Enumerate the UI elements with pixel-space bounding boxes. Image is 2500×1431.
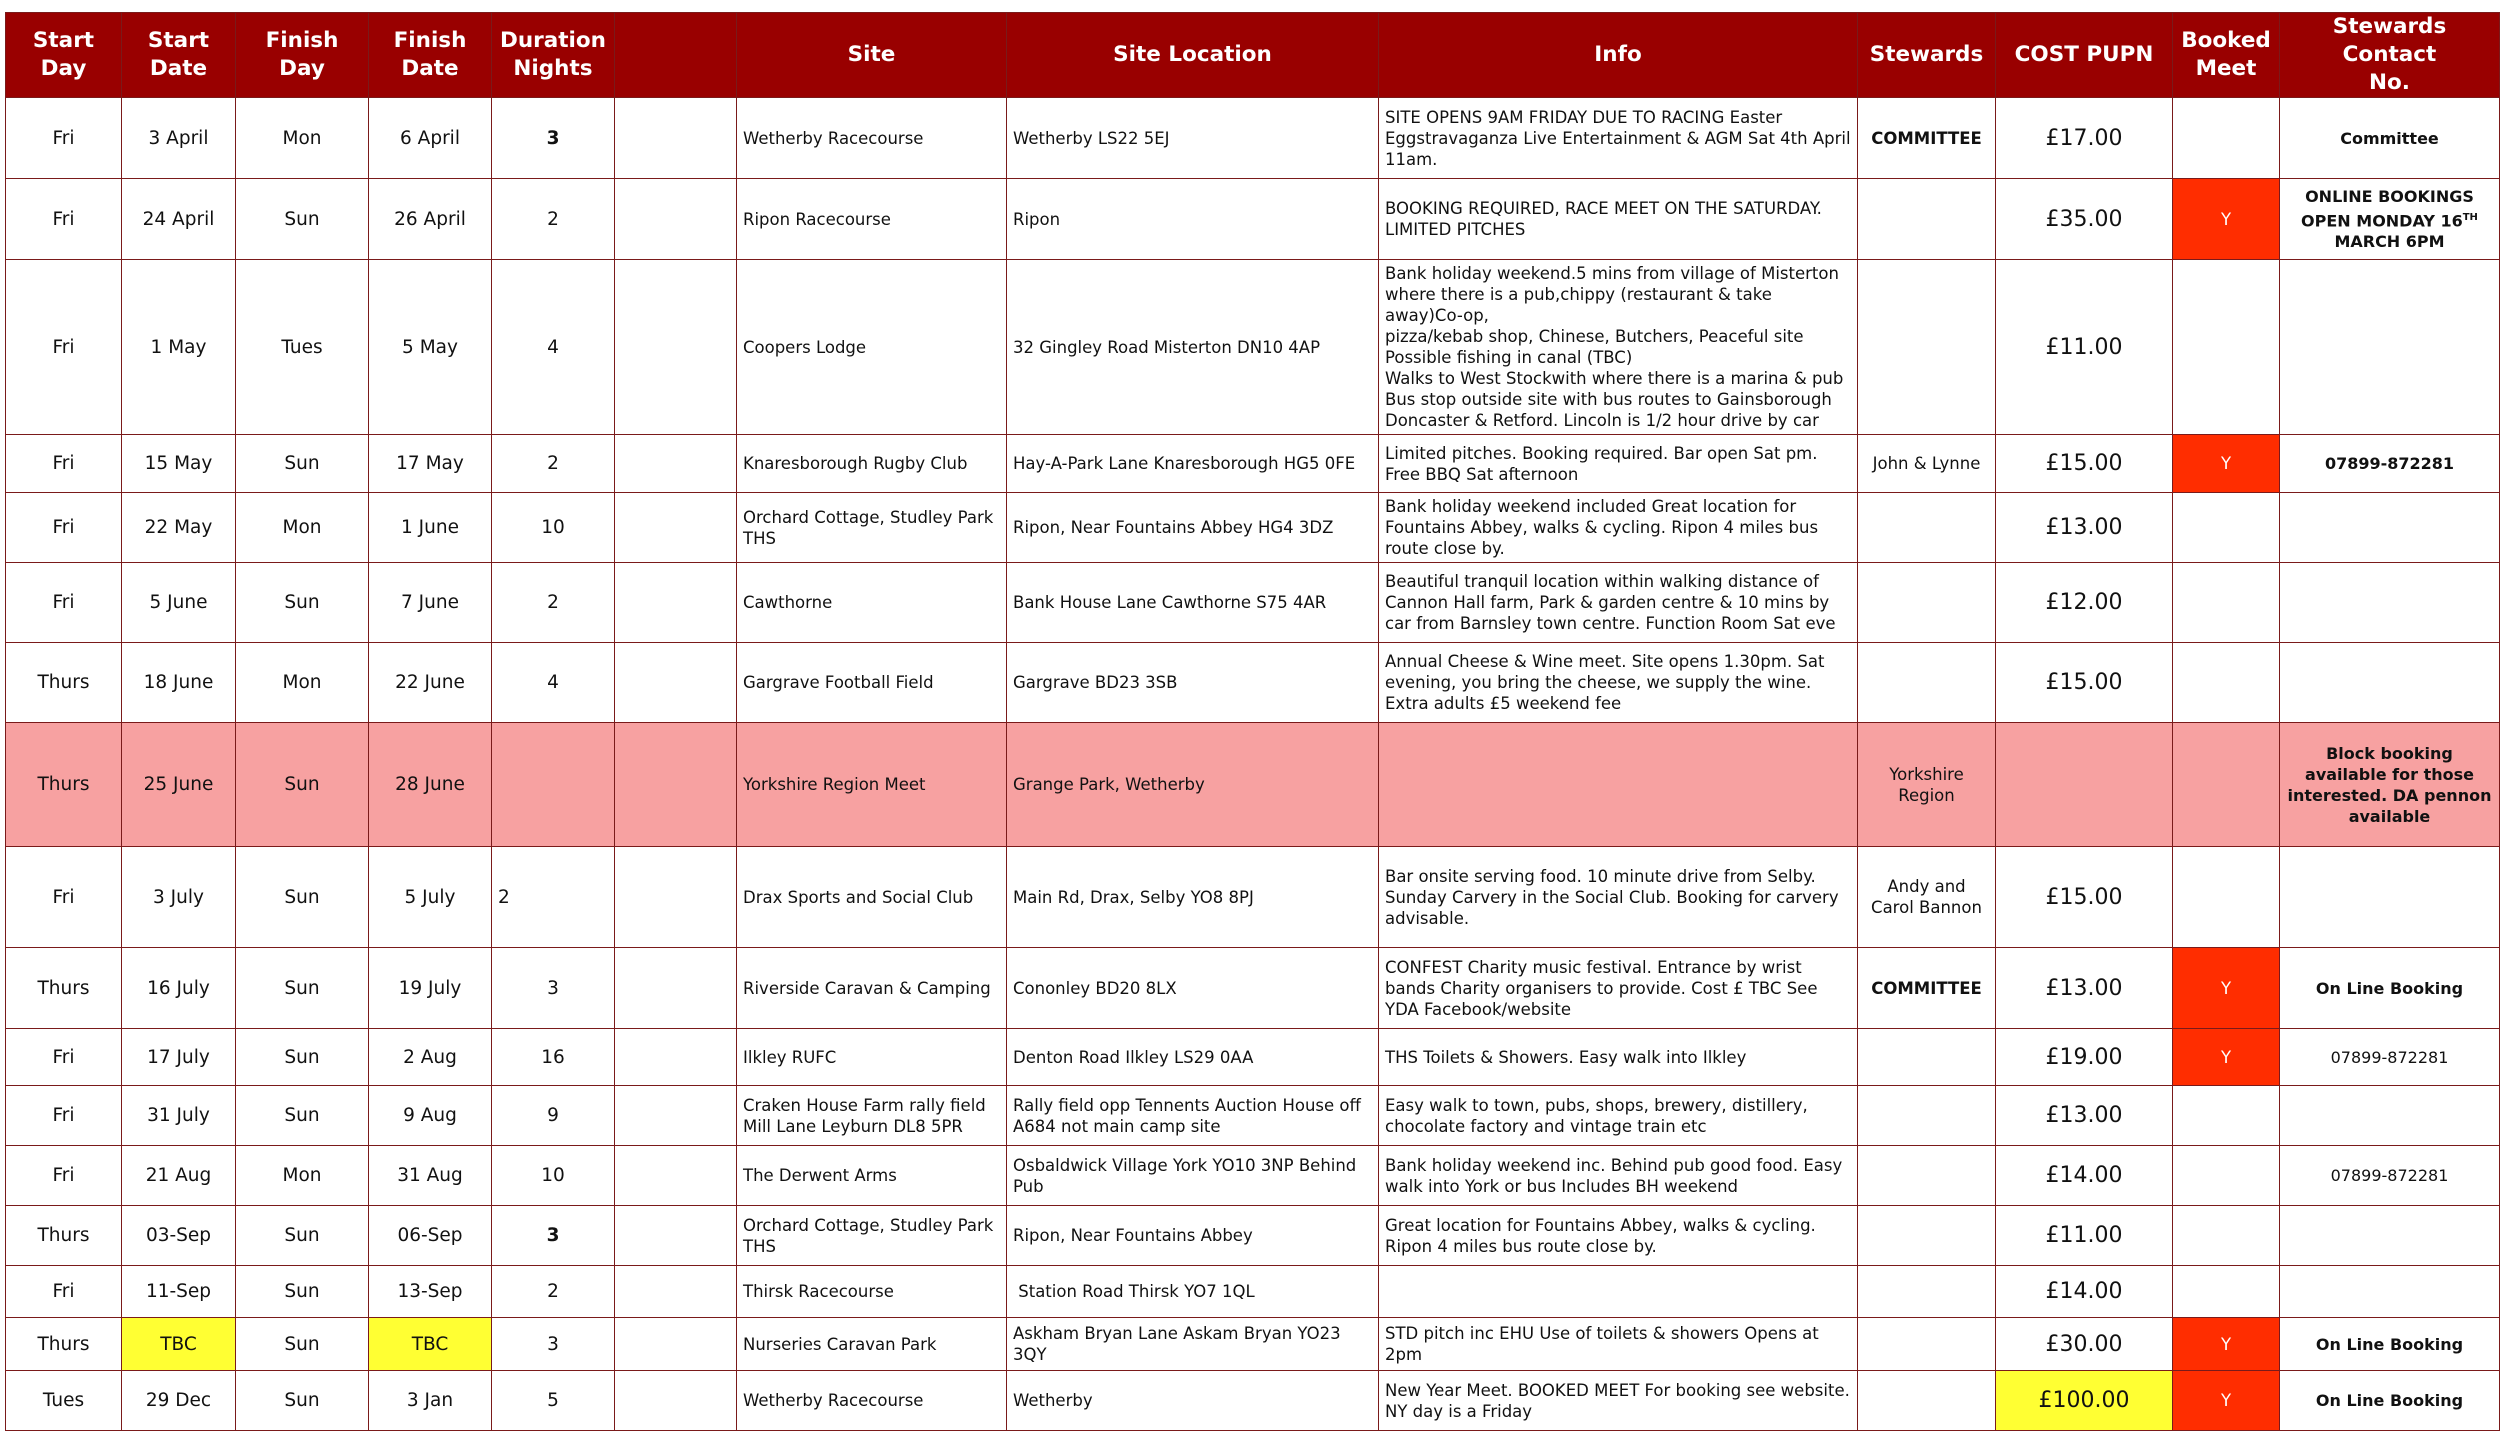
stewards-cell — [1858, 493, 1996, 563]
stewards-cell: John & Lynne — [1858, 435, 1996, 493]
nights-cell: 4 — [492, 260, 615, 435]
contact-cell — [2280, 847, 2500, 948]
booked-cell — [2173, 847, 2280, 948]
nights-cell: 2 — [492, 179, 615, 260]
finish-day-cell: Sun — [236, 1318, 369, 1371]
stewards-cell — [1858, 1266, 1996, 1318]
cost-cell: £13.00 — [1996, 1086, 2173, 1146]
booked-cell — [2173, 563, 2280, 643]
cost-cell: £15.00 — [1996, 643, 2173, 723]
location-cell: Askham Bryan Lane Askam Bryan YO23 3QY — [1007, 1318, 1379, 1371]
blank-cell — [615, 260, 737, 435]
start-date-cell: 1 May — [122, 260, 236, 435]
blank-cell — [615, 948, 737, 1029]
cost-cell: £14.00 — [1996, 1146, 2173, 1206]
finish-day-cell: Mon — [236, 98, 369, 179]
info-cell: Great location for Fountains Abbey, walks & cycling. Ripon 4 miles bus route close by. — [1379, 1206, 1858, 1266]
site-cell: Craken House Farm rally field Mill Lane Leyburn DL8 5PR — [737, 1086, 1007, 1146]
cost-cell: £13.00 — [1996, 493, 2173, 563]
cost-cell: £35.00 — [1996, 179, 2173, 260]
header-row — [6, 13, 2500, 98]
cost-cell: £30.00 — [1996, 1318, 2173, 1371]
header-finish-date: Finish Date — [369, 13, 492, 98]
start-day-cell: Fri — [6, 1266, 122, 1318]
blank-cell — [615, 1146, 737, 1206]
start-date-cell: 11-Sep — [122, 1266, 236, 1318]
nights-cell: 9 — [492, 1086, 615, 1146]
meets-table — [5, 12, 2500, 1431]
finish-date-cell: 28 June — [369, 723, 492, 847]
finish-day-cell: Sun — [236, 847, 369, 948]
start-date-cell: 25 June — [122, 723, 236, 847]
finish-date-cell: 3 Jan — [369, 1371, 492, 1431]
blank-cell — [615, 1206, 737, 1266]
booked-cell — [2173, 723, 2280, 847]
booked-cell — [2173, 493, 2280, 563]
location-cell: Ripon — [1007, 179, 1379, 260]
info-cell: BOOKING REQUIRED, RACE MEET ON THE SATURDAY. LIMITED PITCHES — [1379, 179, 1858, 260]
stewards-cell: Andy and Carol Bannon — [1858, 847, 1996, 948]
finish-day-cell: Tues — [236, 260, 369, 435]
site-cell: Wetherby Racecourse — [737, 1371, 1007, 1431]
finish-day-cell: Sun — [236, 1086, 369, 1146]
nights-cell: 3 — [492, 1318, 615, 1371]
finish-day-cell: Sun — [236, 1266, 369, 1318]
info-cell: CONFEST Charity music festival. Entrance by wrist bands Charity organisers to provide. Cost £ TBC See YDA Facebook/website — [1379, 948, 1858, 1029]
table-row — [6, 563, 2500, 643]
table-row — [6, 1086, 2500, 1146]
info-cell: Bar onsite serving food. 10 minute drive from Selby. Sunday Carvery in the Social Club. Booking for carvery advisable. — [1379, 847, 1858, 948]
booked-cell — [2173, 1206, 2280, 1266]
finish-date-cell: 06-Sep — [369, 1206, 492, 1266]
start-date-cell: 31 July — [122, 1086, 236, 1146]
contact-cell: Block booking available for those interested. DA pennon available — [2280, 723, 2500, 847]
contact-cell: On Line Booking — [2280, 1318, 2500, 1371]
site-cell: The Derwent Arms — [737, 1146, 1007, 1206]
cost-cell — [1996, 723, 2173, 847]
contact-cell — [2280, 563, 2500, 643]
cost-cell: £15.00 — [1996, 435, 2173, 493]
cost-cell: £11.00 — [1996, 1206, 2173, 1266]
table-row — [6, 1318, 2500, 1371]
header-site-location: Site Location — [1007, 13, 1379, 98]
blank-cell — [615, 1029, 737, 1086]
contact-cell: 07899-872281 — [2280, 435, 2500, 493]
start-day-cell: Tues — [6, 1371, 122, 1431]
nights-cell: 4 — [492, 643, 615, 723]
start-date-cell: 29 Dec — [122, 1371, 236, 1431]
table-row — [6, 948, 2500, 1029]
start-day-cell: Thurs — [6, 643, 122, 723]
blank-cell — [615, 493, 737, 563]
header-stewards: Stewards — [1858, 13, 1996, 98]
stewards-cell: COMMITTEE — [1858, 948, 1996, 1029]
header-duration: Duration Nights — [492, 13, 615, 98]
location-cell: Osbaldwick Village York YO10 3NP Behind Pub — [1007, 1146, 1379, 1206]
header-site: Site — [737, 13, 1007, 98]
booked-cell — [2173, 1086, 2280, 1146]
start-day-cell: Fri — [6, 563, 122, 643]
finish-date-cell: 5 July — [369, 847, 492, 948]
header-start-date: Start Date — [122, 13, 236, 98]
location-cell: Main Rd, Drax, Selby YO8 8PJ — [1007, 847, 1379, 948]
booked-cell: Y — [2173, 435, 2280, 493]
blank-cell — [615, 1266, 737, 1318]
site-cell: Cawthorne — [737, 563, 1007, 643]
location-cell: Wetherby — [1007, 1371, 1379, 1431]
table-row — [6, 1206, 2500, 1266]
start-date-cell: 22 May — [122, 493, 236, 563]
info-cell: Easy walk to town, pubs, shops, brewery, distillery, chocolate factory and vintage train etc — [1379, 1086, 1858, 1146]
finish-day-cell: Sun — [236, 723, 369, 847]
cost-cell: £100.00 — [1996, 1371, 2173, 1431]
finish-date-cell: 19 July — [369, 948, 492, 1029]
location-cell: Rally field opp Tennents Auction House off A684 not main camp site — [1007, 1086, 1379, 1146]
site-cell: Nurseries Caravan Park — [737, 1318, 1007, 1371]
start-date-cell: 17 July — [122, 1029, 236, 1086]
contact-cell: 07899-872281 — [2280, 1029, 2500, 1086]
blank-cell — [615, 723, 737, 847]
finish-date-cell: 13-Sep — [369, 1266, 492, 1318]
nights-cell: 2 — [492, 563, 615, 643]
nights-cell: 2 — [492, 435, 615, 493]
finish-date-cell: 22 June — [369, 643, 492, 723]
info-cell: Annual Cheese & Wine meet. Site opens 1.30pm. Sat evening, you bring the cheese, we supply the wine. Extra adults £5 weekend fee — [1379, 643, 1858, 723]
site-cell: Riverside Caravan & Camping — [737, 948, 1007, 1029]
info-cell: Beautiful tranquil location within walking distance of Cannon Hall farm, Park & garden centre & 10 mins by car from Barnsley town centre. Function Room Sat eve — [1379, 563, 1858, 643]
site-cell: Gargrave Football Field — [737, 643, 1007, 723]
finish-date-cell: 2 Aug — [369, 1029, 492, 1086]
start-day-cell: Fri — [6, 847, 122, 948]
nights-cell: 2 — [492, 847, 615, 948]
stewards-cell — [1858, 563, 1996, 643]
site-cell: Wetherby Racecourse — [737, 98, 1007, 179]
finish-day-cell: Mon — [236, 643, 369, 723]
finish-day-cell: Sun — [236, 1029, 369, 1086]
contact-cell: On Line Booking — [2280, 1371, 2500, 1431]
cost-cell: £11.00 — [1996, 260, 2173, 435]
header-contact: Stewards Contact No. — [2280, 13, 2500, 98]
site-cell: Thirsk Racecourse — [737, 1266, 1007, 1318]
header-booked: Booked Meet — [2173, 13, 2280, 98]
start-date-cell: TBC — [122, 1318, 236, 1371]
info-cell: SITE OPENS 9AM FRIDAY DUE TO RACING Easter Eggstravaganza Live Entertainment & AGM Sat 4th April 11am. — [1379, 98, 1858, 179]
stewards-cell — [1858, 179, 1996, 260]
nights-cell: 5 — [492, 1371, 615, 1431]
booked-cell — [2173, 1146, 2280, 1206]
site-cell: Orchard Cottage, Studley Park THS — [737, 493, 1007, 563]
start-day-cell: Fri — [6, 1086, 122, 1146]
cost-cell: £19.00 — [1996, 1029, 2173, 1086]
table-row — [6, 179, 2500, 260]
site-cell: Orchard Cottage, Studley Park THS — [737, 1206, 1007, 1266]
info-cell — [1379, 1266, 1858, 1318]
contact-cell — [2280, 1086, 2500, 1146]
finish-date-cell: 5 May — [369, 260, 492, 435]
table-row — [6, 643, 2500, 723]
table-row — [6, 1266, 2500, 1318]
finish-day-cell: Sun — [236, 563, 369, 643]
nights-cell: 16 — [492, 1029, 615, 1086]
table-row — [6, 1146, 2500, 1206]
start-date-cell: 15 May — [122, 435, 236, 493]
booked-cell: Y — [2173, 948, 2280, 1029]
contact-cell — [2280, 260, 2500, 435]
header-info: Info — [1379, 13, 1858, 98]
location-cell: Denton Road Ilkley LS29 0AA — [1007, 1029, 1379, 1086]
site-cell: Coopers Lodge — [737, 260, 1007, 435]
stewards-cell — [1858, 1318, 1996, 1371]
start-day-cell: Fri — [6, 493, 122, 563]
start-date-cell: 21 Aug — [122, 1146, 236, 1206]
blank-cell — [615, 1086, 737, 1146]
contact-cell — [2280, 493, 2500, 563]
info-cell: STD pitch inc EHU Use of toilets & showers Opens at 2pm — [1379, 1318, 1858, 1371]
site-cell: Ripon Racecourse — [737, 179, 1007, 260]
info-cell: Bank holiday weekend.5 mins from village of Misterton where there is a pub,chippy (restaurant & take away)Co-op, pizza/kebab shop, Chinese, Butchers, Peaceful site Possible fishing in canal (TBC) Walks to West Stockwith where there is a marina & pub Bus stop outside site with bus routes to Gainsborough Doncaster & Retford. Lincoln is 1/2 hour drive by car — [1379, 260, 1858, 435]
finish-day-cell: Sun — [236, 948, 369, 1029]
site-cell: Yorkshire Region Meet — [737, 723, 1007, 847]
stewards-cell — [1858, 1086, 1996, 1146]
cost-cell: £13.00 — [1996, 948, 2173, 1029]
cost-cell: £15.00 — [1996, 847, 2173, 948]
finish-day-cell: Sun — [236, 435, 369, 493]
location-cell: Cononley BD20 8LX — [1007, 948, 1379, 1029]
header-start-day: Start Day — [6, 13, 122, 98]
contact-cell: ONLINE BOOKINGS OPEN MONDAY 16TH MARCH 6PM — [2280, 179, 2500, 260]
finish-date-cell: 1 June — [369, 493, 492, 563]
table-row — [6, 260, 2500, 435]
cost-cell: £14.00 — [1996, 1266, 2173, 1318]
start-date-cell: 18 June — [122, 643, 236, 723]
booked-cell: Y — [2173, 1371, 2280, 1431]
start-day-cell: Fri — [6, 1029, 122, 1086]
location-cell: Ripon, Near Fountains Abbey — [1007, 1206, 1379, 1266]
finish-date-cell: 6 April — [369, 98, 492, 179]
start-date-cell: 3 July — [122, 847, 236, 948]
info-cell — [1379, 723, 1858, 847]
stewards-cell — [1858, 1146, 1996, 1206]
blank-cell — [615, 847, 737, 948]
location-cell: 32 Gingley Road Misterton DN10 4AP — [1007, 260, 1379, 435]
nights-cell: 10 — [492, 493, 615, 563]
blank-cell — [615, 643, 737, 723]
location-cell: Hay-A-Park Lane Knaresborough HG5 0FE — [1007, 435, 1379, 493]
blank-cell — [615, 435, 737, 493]
table-row — [6, 435, 2500, 493]
blank-cell — [615, 563, 737, 643]
start-day-cell: Fri — [6, 435, 122, 493]
finish-date-cell: TBC — [369, 1318, 492, 1371]
contact-cell: Committee — [2280, 98, 2500, 179]
info-cell: Limited pitches. Booking required. Bar open Sat pm. Free BBQ Sat afternoon — [1379, 435, 1858, 493]
start-date-cell: 16 July — [122, 948, 236, 1029]
start-day-cell: Thurs — [6, 723, 122, 847]
stewards-cell — [1858, 1206, 1996, 1266]
location-cell: Grange Park, Wetherby — [1007, 723, 1379, 847]
start-day-cell: Thurs — [6, 1206, 122, 1266]
start-date-cell: 24 April — [122, 179, 236, 260]
start-date-cell: 5 June — [122, 563, 236, 643]
booked-cell: Y — [2173, 1318, 2280, 1371]
finish-day-cell: Sun — [236, 1371, 369, 1431]
start-day-cell: Fri — [6, 1146, 122, 1206]
contact-cell — [2280, 643, 2500, 723]
table-row — [6, 493, 2500, 563]
booked-cell: Y — [2173, 1029, 2280, 1086]
finish-date-cell: 31 Aug — [369, 1146, 492, 1206]
blank-cell — [615, 1318, 737, 1371]
nights-cell: 3 — [492, 948, 615, 1029]
finish-day-cell: Mon — [236, 493, 369, 563]
stewards-cell — [1858, 1371, 1996, 1431]
finish-date-cell: 9 Aug — [369, 1086, 492, 1146]
table-row-highlighted — [6, 723, 2500, 847]
start-day-cell: Thurs — [6, 1318, 122, 1371]
booked-cell: Y — [2173, 179, 2280, 260]
cost-cell: £17.00 — [1996, 98, 2173, 179]
info-cell: Bank holiday weekend inc. Behind pub good food. Easy walk into York or bus Includes BH weekend — [1379, 1146, 1858, 1206]
site-cell: Ilkley RUFC — [737, 1029, 1007, 1086]
stewards-cell — [1858, 1029, 1996, 1086]
location-cell: Ripon, Near Fountains Abbey HG4 3DZ — [1007, 493, 1379, 563]
start-day-cell: Fri — [6, 260, 122, 435]
finish-date-cell: 26 April — [369, 179, 492, 260]
nights-cell: 3 — [492, 98, 615, 179]
header-finish-day: Finish Day — [236, 13, 369, 98]
start-day-cell: Thurs — [6, 948, 122, 1029]
nights-cell: 3 — [492, 1206, 615, 1266]
finish-date-cell: 7 June — [369, 563, 492, 643]
contact-cell: 07899-872281 — [2280, 1146, 2500, 1206]
header-blank — [615, 13, 737, 98]
info-cell: Bank holiday weekend included Great location for Fountains Abbey, walks & cycling. Ripon 4 miles bus route close by. — [1379, 493, 1858, 563]
table-row — [6, 1029, 2500, 1086]
blank-cell — [615, 98, 737, 179]
contact-cell — [2280, 1206, 2500, 1266]
stewards-cell: Yorkshire Region — [1858, 723, 1996, 847]
site-cell: Drax Sports and Social Club — [737, 847, 1007, 948]
start-date-cell: 03-Sep — [122, 1206, 236, 1266]
cost-cell: £12.00 — [1996, 563, 2173, 643]
booked-cell — [2173, 1266, 2280, 1318]
blank-cell — [615, 179, 737, 260]
start-date-cell: 3 April — [122, 98, 236, 179]
location-cell: Bank House Lane Cawthorne S75 4AR — [1007, 563, 1379, 643]
info-cell: THS Toilets & Showers. Easy walk into Ilkley — [1379, 1029, 1858, 1086]
booked-cell — [2173, 643, 2280, 723]
info-cell: New Year Meet. BOOKED MEET For booking see website. NY day is a Friday — [1379, 1371, 1858, 1431]
site-cell: Knaresborough Rugby Club — [737, 435, 1007, 493]
nights-cell — [492, 723, 615, 847]
finish-date-cell: 17 May — [369, 435, 492, 493]
stewards-cell: COMMITTEE — [1858, 98, 1996, 179]
location-cell: Station Road Thirsk YO7 1QL — [1007, 1266, 1379, 1318]
location-cell: Wetherby LS22 5EJ — [1007, 98, 1379, 179]
finish-day-cell: Mon — [236, 1146, 369, 1206]
stewards-cell — [1858, 643, 1996, 723]
finish-day-cell: Sun — [236, 179, 369, 260]
nights-cell: 2 — [492, 1266, 615, 1318]
start-day-cell: Fri — [6, 179, 122, 260]
start-day-cell: Fri — [6, 98, 122, 179]
location-cell: Gargrave BD23 3SB — [1007, 643, 1379, 723]
contact-cell: On Line Booking — [2280, 948, 2500, 1029]
finish-day-cell: Sun — [236, 1206, 369, 1266]
stewards-cell — [1858, 260, 1996, 435]
nights-cell: 10 — [492, 1146, 615, 1206]
header-cost: COST PUPN — [1996, 13, 2173, 98]
table-row — [6, 1371, 2500, 1431]
table-row — [6, 98, 2500, 179]
booked-cell — [2173, 98, 2280, 179]
booked-cell — [2173, 260, 2280, 435]
contact-cell — [2280, 1266, 2500, 1318]
blank-cell — [615, 1371, 737, 1431]
table-row — [6, 847, 2500, 948]
